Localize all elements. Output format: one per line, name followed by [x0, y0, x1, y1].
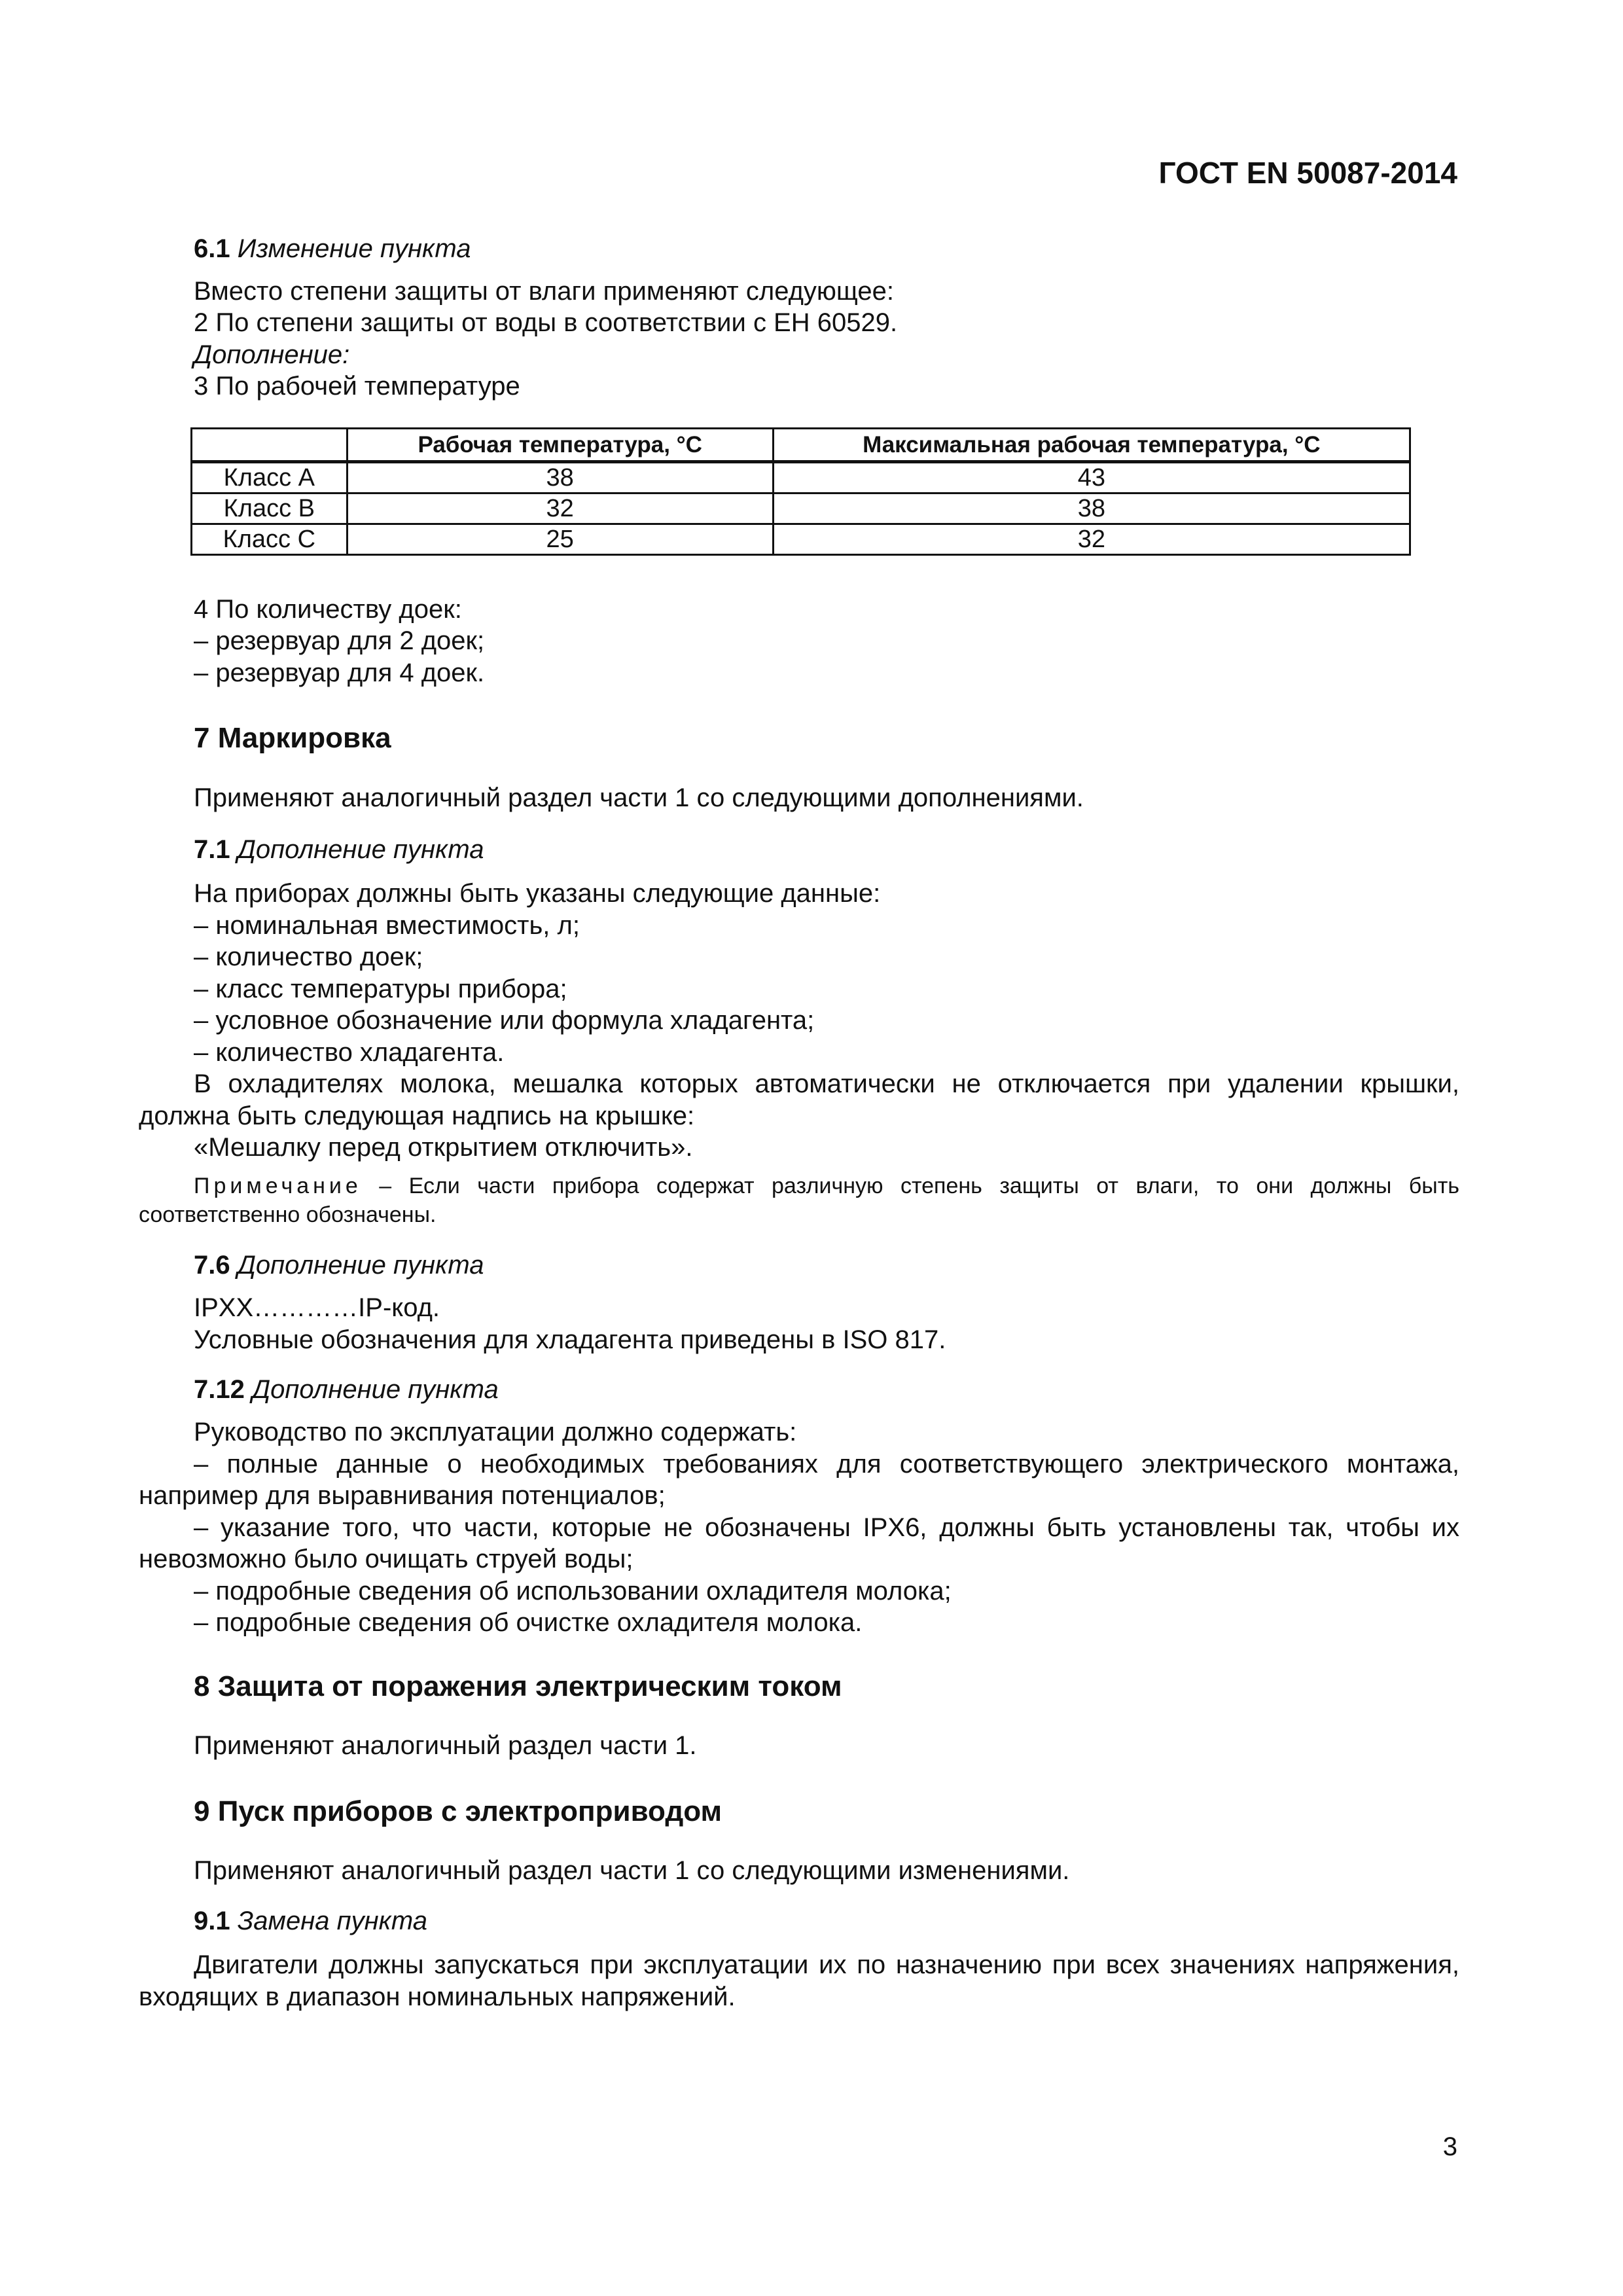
list-item: – подробные сведения об использовании охладителя молока; — [194, 1577, 952, 1605]
clause-title: Дополнение пункта — [251, 1375, 499, 1404]
clause-title: Изменение пункта — [237, 234, 471, 263]
paragraph: Руководство по эксплуатации должно содержать: — [194, 1418, 797, 1446]
list-item: – класс температуры прибора; — [194, 975, 567, 1003]
table-header-cell — [192, 429, 348, 462]
clause-7-1-heading — [194, 833, 484, 866]
table-cell: Класс С — [192, 524, 348, 555]
addition-label: Дополнение: — [194, 340, 350, 369]
table-cell: 38 — [347, 462, 773, 493]
note — [194, 1172, 1459, 1200]
clause-number: 6.1 — [194, 234, 230, 263]
note-text: – Если части прибора содержат различную степень защиты от влаги, то они должны быть — [379, 1174, 1459, 1198]
clause-title: Дополнение пункта — [237, 835, 484, 864]
page-number: 3 — [1442, 2132, 1457, 2161]
table-cell: 43 — [773, 462, 1410, 493]
clause-6-1-heading — [194, 232, 471, 265]
table-header-cell: Рабочая температура, °С — [347, 429, 773, 462]
clause-7-6-heading — [194, 1249, 484, 1282]
list-item-continuation: невозможно было очищать струей воды; — [139, 1545, 633, 1573]
clause-title: Дополнение пункта — [237, 1251, 484, 1280]
paragraph: Применяют аналогичный раздел части 1 со следующими дополнениями. — [194, 783, 1084, 812]
note-continuation: соответственно обозначены. — [139, 1202, 437, 1227]
paragraph-continuation: входящих в диапазон номинальных напряжений. — [139, 1982, 736, 2011]
list-item: – номинальная вместимость, л; — [194, 911, 580, 940]
paragraph: 3 По рабочей температуре — [194, 372, 520, 401]
paragraph: Вместо степени защиты от влаги применяют следующее: — [194, 277, 894, 306]
clause-number: 7.6 — [194, 1251, 230, 1280]
table-header-row — [192, 429, 1410, 462]
table-cell: 32 — [347, 493, 773, 524]
paragraph: IPXX…………IP-код. — [194, 1293, 440, 1322]
list-item: – резервуар для 2 доек; — [194, 626, 485, 655]
section-8-heading: 8 Защита от поражения электрическим током — [194, 1670, 842, 1702]
list-item: – условное обозначение или формула хладагента; — [194, 1006, 815, 1035]
paragraph: 4 По количеству доек: — [194, 595, 462, 624]
clause-title: Замена пункта — [237, 1907, 428, 1935]
table-cell: Класс А — [192, 462, 348, 493]
paragraph: должна быть следующая надпись на крышке: — [139, 1102, 695, 1130]
clause-number: 7.12 — [194, 1375, 245, 1404]
paragraph: Применяют аналогичный раздел части 1 со следующими изменениями. — [194, 1856, 1070, 1885]
paragraph: Условные обозначения для хладагента приведены в ISO 817. — [194, 1325, 946, 1354]
table-row — [192, 462, 1410, 493]
section-9-heading: 9 Пуск приборов с электроприводом — [194, 1795, 722, 1827]
list-item: – подробные сведения об очистке охладителя молока. — [194, 1608, 863, 1637]
list-item: – количество доек; — [194, 942, 423, 971]
table-row — [192, 524, 1410, 555]
table-row — [192, 493, 1410, 524]
paragraph: Применяют аналогичный раздел части 1. — [194, 1731, 697, 1760]
document-id: ГОСТ EN 50087-2014 — [1158, 156, 1457, 190]
clause-9-1-heading — [194, 1905, 427, 1937]
quote: «Мешалку перед открытием отключить». — [194, 1133, 693, 1162]
paragraph: 2 По степени защиты от воды в соответствии с ЕН 60529. — [194, 308, 898, 337]
paragraph: В охладителях молока, мешалка которых автоматически не отключается при удалении крышки, — [194, 1069, 1459, 1098]
clause-number: 7.1 — [194, 835, 230, 864]
list-item: – количество хладагента. — [194, 1038, 505, 1067]
list-item: – указание того, что части, которые не обозначены IPX6, должны быть установлены так, чтобы их — [194, 1513, 1459, 1542]
table-cell: Класс В — [192, 493, 348, 524]
clause-number: 9.1 — [194, 1907, 230, 1935]
list-item: – резервуар для 4 доек. — [194, 658, 485, 687]
temperature-class-table — [190, 427, 1411, 556]
table-header-cell: Максимальная рабочая температура, °С — [773, 429, 1410, 462]
list-item-continuation: например для выравнивания потенциалов; — [139, 1481, 666, 1510]
paragraph: Двигатели должны запускаться при эксплуатации их по назначению при всех значениях напряжения, — [194, 1950, 1459, 1979]
table-cell: 25 — [347, 524, 773, 555]
table-cell: 38 — [773, 493, 1410, 524]
clause-7-12-heading — [194, 1373, 499, 1406]
table-cell: 32 — [773, 524, 1410, 555]
note-label: Примечание — [194, 1174, 362, 1198]
list-item: – полные данные о необходимых требованиях для соответствующего электрического монтажа, — [194, 1450, 1459, 1479]
paragraph: На приборах должны быть указаны следующие данные: — [194, 879, 881, 908]
section-7-heading: 7 Маркировка — [194, 722, 391, 754]
